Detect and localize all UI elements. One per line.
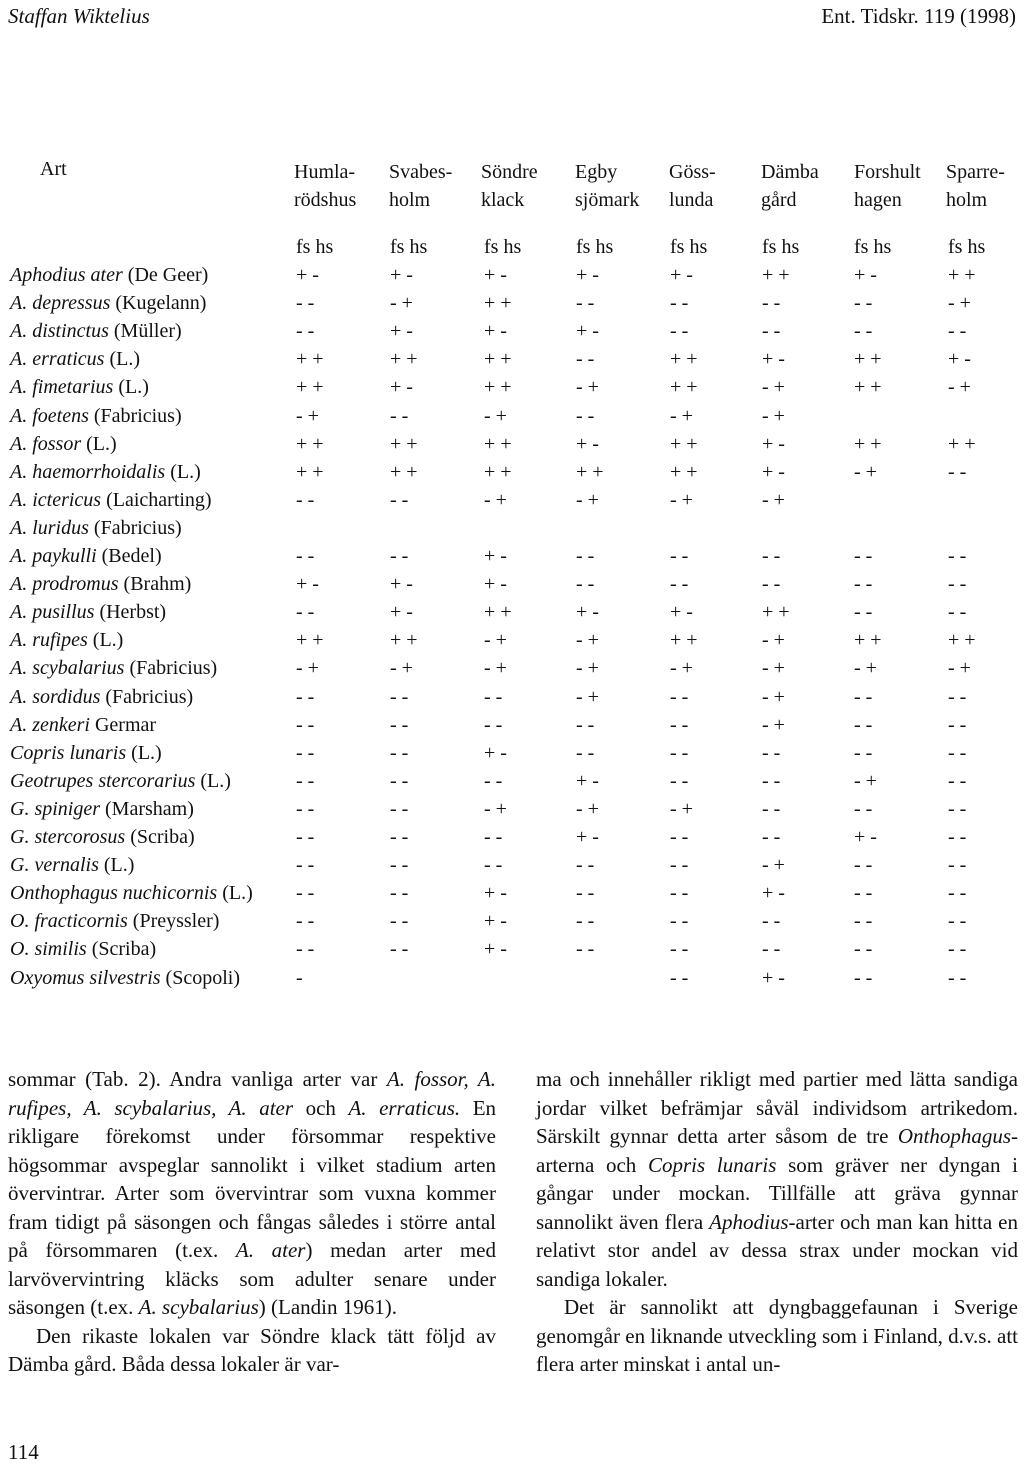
species-name: A. sordidus (Fabricius)	[10, 685, 194, 708]
table-cell: + -	[484, 545, 507, 567]
species-name: A. paykulli (Bedel)	[10, 545, 162, 567]
table-cell: - -	[762, 741, 781, 764]
table-cell: - -	[296, 797, 315, 820]
table-cell: - +	[484, 404, 507, 427]
species-name: A. rufipes (L.)	[10, 629, 124, 652]
table-row	[0, 376, 1024, 404]
table-cell: - +	[296, 657, 319, 680]
table-cell: + +	[296, 376, 324, 399]
table-row	[0, 686, 1024, 714]
table-cell: - -	[296, 488, 315, 511]
species-name: A. pusillus (Herbst)	[10, 601, 167, 624]
table-cell: - -	[854, 713, 873, 736]
table-cell: - +	[948, 657, 971, 680]
table-row	[0, 405, 1024, 433]
table-cell: - -	[762, 826, 781, 848]
table-row	[0, 601, 1024, 629]
fs-hs-subheader: fs hs	[296, 236, 334, 258]
table-cell: - -	[390, 854, 409, 877]
table-cell: - +	[762, 629, 785, 652]
table-cell: - -	[854, 320, 873, 343]
species-name: G. spiniger (Marsham)	[10, 797, 194, 820]
table-row	[0, 320, 1024, 348]
table-cell: - -	[390, 404, 409, 427]
table-cell: - +	[484, 488, 507, 511]
table-row	[0, 742, 1024, 770]
table-row	[0, 489, 1024, 517]
table-cell: - -	[762, 938, 781, 961]
table-cell: - -	[854, 938, 873, 961]
table-cell: + +	[576, 460, 604, 483]
table-cell: + +	[296, 629, 324, 652]
table-cell: + -	[484, 938, 507, 961]
table-cell: - -	[484, 769, 503, 792]
table-cell: - -	[390, 882, 409, 905]
table-row	[0, 433, 1024, 461]
table-cell: - -	[484, 685, 503, 708]
table-cell: - -	[948, 713, 967, 736]
table-cell: - -	[854, 882, 873, 905]
table-cell: + -	[762, 882, 785, 905]
table-cell: + +	[854, 376, 882, 399]
table-row	[0, 967, 1024, 995]
table-cell: - +	[762, 376, 785, 399]
table-cell: - -	[296, 685, 315, 708]
table-cell: - -	[854, 966, 873, 989]
species-name: Aphodius ater (De Geer)	[10, 264, 209, 286]
table-cell: + +	[670, 460, 698, 483]
table-cell: - -	[948, 910, 967, 933]
table-cell: - -	[576, 938, 595, 961]
table-row	[0, 882, 1024, 910]
table-cell: - +	[484, 629, 507, 652]
table-cell: - -	[390, 826, 409, 848]
table-cell: + +	[854, 348, 882, 371]
table-row	[0, 517, 1024, 545]
table-cell: + +	[854, 432, 882, 455]
table-cell: + +	[948, 264, 976, 286]
fs-hs-subheader: fs hs	[762, 236, 800, 258]
table-cell: - -	[296, 601, 315, 624]
table-cell: - -	[484, 826, 503, 848]
fs-hs-subheader: fs hs	[390, 236, 428, 258]
table-cell: - -	[670, 713, 689, 736]
table-cell: + -	[576, 601, 599, 624]
table-cell: - -	[948, 685, 967, 708]
table-cell: - -	[854, 854, 873, 877]
species-name: A. ictericus (Laicharting)	[10, 488, 212, 511]
table-cell: + -	[854, 826, 877, 848]
table-row	[0, 264, 1024, 292]
table-cell: + -	[390, 320, 413, 343]
table-row	[0, 657, 1024, 685]
table-column-header: Svabes- holm	[389, 161, 453, 211]
table-cell: + -	[762, 348, 785, 371]
table-cell: + +	[484, 292, 512, 315]
table-cell: - +	[670, 657, 693, 680]
table-cell: + -	[484, 264, 507, 286]
table-cell: - -	[670, 910, 689, 933]
table-cell: + +	[670, 348, 698, 371]
table-cell: + -	[854, 264, 877, 286]
table-cell: + -	[576, 826, 599, 848]
table-cell: - -	[576, 882, 595, 905]
table-cell: + -	[296, 573, 319, 596]
table-cell: - -	[948, 601, 967, 624]
page-number: 114	[8, 1440, 39, 1464]
table-cell: - +	[576, 629, 599, 652]
table-column-header: Egby sjömark	[575, 161, 640, 211]
table-cell: - +	[670, 797, 693, 820]
species-name: A. distinctus (Müller)	[10, 320, 182, 343]
table-cell: - -	[670, 966, 689, 989]
running-header-journal: Ent. Tidskr. 119 (1998)	[821, 4, 1016, 28]
table-cell: - -	[762, 769, 781, 792]
table-cell: - -	[670, 882, 689, 905]
species-name: Copris lunaris (L.)	[10, 741, 162, 764]
table-cell: - +	[390, 292, 413, 315]
table-row	[0, 348, 1024, 376]
table-cell: - -	[576, 741, 595, 764]
table-cell: - -	[948, 797, 967, 820]
table-cell: + -	[296, 264, 319, 286]
table-cell: - -	[854, 685, 873, 708]
table-cell: - -	[762, 910, 781, 933]
table-cell: - -	[576, 348, 595, 371]
table-cell: - -	[296, 854, 315, 877]
table-cell: + +	[948, 629, 976, 652]
table-cell: + -	[484, 320, 507, 343]
table-cell: - -	[296, 545, 315, 567]
table-cell: - -	[390, 741, 409, 764]
table-cell: - -	[296, 713, 315, 736]
table-cell: + -	[576, 320, 599, 343]
table-cell: - -	[390, 545, 409, 567]
table-cell: - -	[854, 545, 873, 567]
table-cell: - -	[948, 882, 967, 905]
table-cell: - -	[670, 769, 689, 792]
table-cell: - -	[854, 601, 873, 624]
species-name: A. prodromus (Brahm)	[10, 573, 192, 596]
species-name: A. foetens (Fabricius)	[10, 404, 182, 427]
table-cell: - -	[576, 545, 595, 567]
table-cell: + +	[390, 629, 418, 652]
species-name: A. fossor (L.)	[10, 432, 117, 455]
table-cell: - -	[854, 741, 873, 764]
body-text-left-column	[8, 1065, 496, 1379]
table-cell: - +	[576, 488, 599, 511]
table-row	[0, 938, 1024, 966]
table-cell: + -	[484, 573, 507, 596]
table-cell: - -	[390, 769, 409, 792]
table-cell: - -	[854, 797, 873, 820]
table-cell: + +	[854, 629, 882, 652]
table-cell: + +	[296, 432, 324, 455]
table-cell: + -	[484, 910, 507, 933]
species-name: A. depressus (Kugelann)	[10, 292, 207, 315]
table-cell: + +	[484, 348, 512, 371]
table-cell: + +	[296, 460, 324, 483]
table-cell: - +	[670, 488, 693, 511]
table-row	[0, 545, 1024, 573]
table-cell: + +	[484, 432, 512, 455]
table-cell: - -	[576, 292, 595, 315]
table-cell: + -	[390, 376, 413, 399]
table-cell: - +	[854, 657, 877, 680]
table-cell: - -	[576, 854, 595, 877]
table-cell: - -	[296, 741, 315, 764]
table-cell: - -	[762, 320, 781, 343]
table-cell: - -	[948, 460, 967, 483]
table-cell: - -	[854, 292, 873, 315]
table-cell: - +	[390, 657, 413, 680]
table-row	[0, 461, 1024, 489]
table-cell: - +	[576, 376, 599, 399]
table-cell: - -	[762, 573, 781, 596]
table-cell: + -	[762, 432, 785, 455]
table-cell: + +	[762, 601, 790, 624]
table-cell: - -	[390, 938, 409, 961]
table-cell: - -	[670, 826, 689, 848]
table-cell: - +	[762, 854, 785, 877]
table-cell: + +	[390, 348, 418, 371]
paragraph: Det är sannolikt att dyngbaggefaunan i Sverige genomgår en liknande utveckling som i Finland, d.v.s. att flera arter minskat i antal un-	[536, 1295, 1018, 1376]
table-cell: - +	[296, 404, 319, 427]
table-row	[0, 629, 1024, 657]
table-cell: - -	[576, 713, 595, 736]
table-cell: - -	[670, 938, 689, 961]
table-cell: - +	[762, 685, 785, 708]
species-name: G. stercorosus (Scriba)	[10, 826, 195, 848]
table-cell: + +	[670, 629, 698, 652]
table-cell: - -	[762, 797, 781, 820]
table-cell: - -	[670, 854, 689, 877]
table-cell: + +	[670, 376, 698, 399]
table-header-art: Art	[40, 158, 67, 180]
table-cell: + +	[948, 432, 976, 455]
table-cell: + +	[670, 432, 698, 455]
table-cell: - -	[670, 573, 689, 596]
table-row	[0, 910, 1024, 938]
table-cell: - -	[948, 573, 967, 596]
table-cell: - -	[296, 292, 315, 315]
table-cell: -	[296, 966, 303, 989]
table-cell: + -	[576, 769, 599, 792]
table-row	[0, 714, 1024, 742]
table-cell: + +	[484, 601, 512, 624]
species-name: A. scybalarius (Fabricius)	[10, 657, 218, 680]
table-cell: - -	[948, 545, 967, 567]
running-header-author: Staffan Wiktelius	[8, 4, 150, 28]
table-cell: - +	[762, 657, 785, 680]
table-cell: + +	[390, 432, 418, 455]
species-name: O. fracticornis (Preyssler)	[10, 910, 220, 933]
table-cell: - -	[854, 910, 873, 933]
table-cell: + -	[670, 601, 693, 624]
table-cell: - -	[948, 966, 967, 989]
table-cell: - +	[948, 292, 971, 315]
table-cell: - +	[854, 769, 877, 792]
table-cell: - -	[670, 320, 689, 343]
fs-hs-subheader: fs hs	[948, 236, 986, 258]
table-cell: + +	[484, 460, 512, 483]
table-cell: - -	[296, 938, 315, 961]
table-cell: - +	[762, 404, 785, 427]
table-row	[0, 826, 1024, 854]
species-name: Onthophagus nuchicornis (L.)	[10, 882, 253, 905]
table-cell: + -	[762, 966, 785, 989]
table-cell: - -	[762, 545, 781, 567]
table-cell: + +	[390, 460, 418, 483]
table-cell: - -	[948, 826, 967, 848]
table-cell: - -	[854, 573, 873, 596]
species-name: A. erraticus (L.)	[10, 348, 140, 371]
table-cell: - +	[948, 376, 971, 399]
fs-hs-subheader: fs hs	[576, 236, 614, 258]
table-cell: - +	[576, 657, 599, 680]
table-cell: - -	[484, 854, 503, 877]
table-cell: - -	[296, 320, 315, 343]
table-cell: - -	[296, 769, 315, 792]
table-cell: - -	[390, 910, 409, 933]
table-cell: + -	[576, 264, 599, 286]
table-cell: - +	[484, 657, 507, 680]
fs-hs-subheader: fs hs	[670, 236, 708, 258]
table-cell: - -	[576, 910, 595, 933]
species-name: Oxyomus silvestris (Scopoli)	[10, 966, 240, 989]
table-cell: - +	[762, 713, 785, 736]
species-name: G. vernalis (L.)	[10, 854, 135, 877]
table-cell: - -	[296, 882, 315, 905]
paragraph: sommar (Tab. 2). Andra vanliga arter var A. fossor, A. rufipes, A. scybalarius, A. ater och A. erraticus. En rikligare förekomst under försommar respektive högsommar avspeglar sannolikt i vilket stadium arten övervintrar. Arter som övervintrar som vuxna kommer fram tidigt på säsongen och fångas således i större antal på försommaren (t.ex. A. ater) medan arter med larvövervintring kläcks som adulter senare under säsongen (t.ex. A. scybalarius) (Landin 1961).	[8, 1067, 497, 1319]
table-row	[0, 854, 1024, 882]
species-name: A. luridus (Fabricius)	[10, 516, 182, 539]
table-column-header: Söndre klack	[481, 161, 538, 211]
body-text-right-column	[536, 1065, 1018, 1379]
table-cell: + -	[484, 882, 507, 905]
table-cell: + -	[390, 601, 413, 624]
table-cell: - -	[948, 741, 967, 764]
species-name: O. similis (Scriba)	[10, 938, 157, 961]
table-cell: - +	[670, 404, 693, 427]
table-row	[0, 292, 1024, 320]
table-cell: - -	[948, 938, 967, 961]
table-cell: - +	[762, 488, 785, 511]
table-column-header: Dämba gård	[761, 161, 819, 211]
table-cell: - -	[484, 713, 503, 736]
table-cell: - -	[670, 292, 689, 315]
table-column-header: Humla- rödshus	[294, 161, 357, 211]
table-cell: + -	[948, 348, 971, 371]
fs-hs-subheader: fs hs	[854, 236, 892, 258]
table-cell: + +	[484, 376, 512, 399]
paragraph: ma och innehåller rikligt med partier med lätta sandiga jordar vilket befrämjar såväl individsom artrikedom. Särskilt gynnar detta arter såsom de tre Onthophagus-arterna och Copris lunaris som gräver ner dyngan i gångar under mockan. Tillfälle att gräva gynnar sannolikt även flera Aphodius-arter och man kan hitta en relativt stor andel av dessa strax under mockan vid sandiga lokaler.	[536, 1067, 1018, 1291]
table-cell: - +	[576, 685, 599, 708]
table-cell: - -	[390, 713, 409, 736]
table-cell: - -	[948, 320, 967, 343]
species-name: A. fimetarius (L.)	[10, 376, 149, 399]
paragraph: Den rikaste lokalen var Söndre klack tätt följd av Dämba gård. Båda dessa lokaler är var-	[8, 1323, 496, 1376]
table-cell: - -	[296, 910, 315, 933]
table-cell: - -	[670, 741, 689, 764]
table-cell: - -	[576, 404, 595, 427]
table-cell: - -	[390, 797, 409, 820]
table-cell: - -	[296, 826, 315, 848]
table-row	[0, 573, 1024, 601]
table-cell: - +	[576, 797, 599, 820]
table-cell: - +	[854, 460, 877, 483]
table-cell: + -	[576, 432, 599, 455]
table-row	[0, 770, 1024, 798]
table-cell: + +	[296, 348, 324, 371]
table-cell: - -	[576, 573, 595, 596]
species-name: A. haemorrhoidalis (L.)	[10, 460, 201, 483]
table-cell: + -	[390, 573, 413, 596]
table-cell: - -	[762, 292, 781, 315]
table-cell: + -	[762, 460, 785, 483]
table-cell: - -	[390, 685, 409, 708]
table-cell: - -	[948, 854, 967, 877]
species-name: Geotrupes stercorarius (L.)	[10, 769, 231, 792]
table-column-header: Forshult hagen	[854, 161, 921, 211]
table-cell: + -	[484, 741, 507, 764]
table-row	[0, 798, 1024, 826]
table-cell: - -	[670, 685, 689, 708]
table-cell: + +	[762, 264, 790, 286]
table-cell: - -	[948, 769, 967, 792]
fs-hs-subheader: fs hs	[484, 236, 522, 258]
table-column-header: Sparre- holm	[946, 161, 1005, 211]
table-cell: - -	[390, 488, 409, 511]
table-cell: - +	[484, 797, 507, 820]
table-cell: + -	[670, 264, 693, 286]
table-cell: + -	[390, 264, 413, 286]
species-name: A. zenkeri Germar	[10, 713, 157, 736]
table-column-header: Göss- lunda	[669, 161, 716, 211]
table-cell: - -	[670, 545, 689, 567]
